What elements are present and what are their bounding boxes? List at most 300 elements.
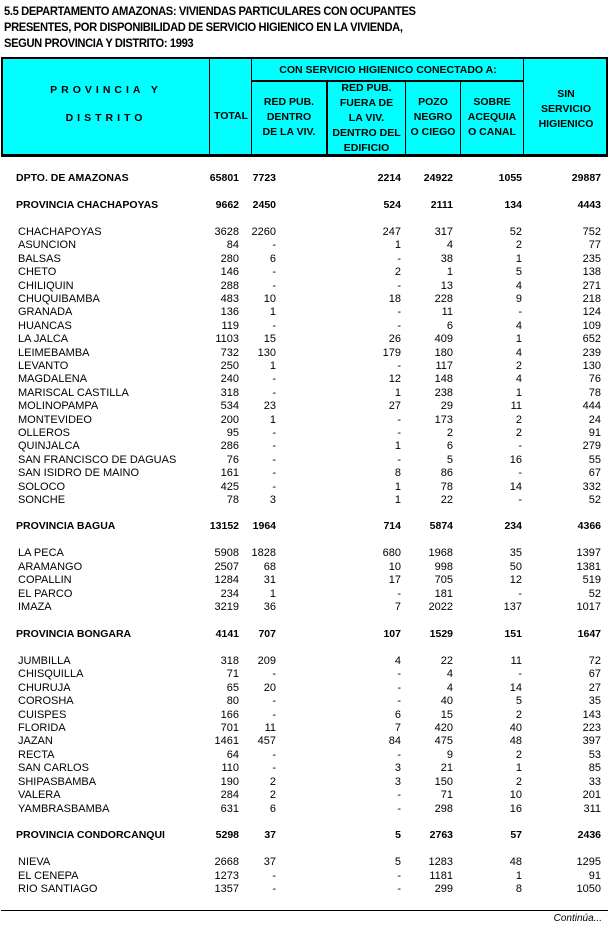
row-name: SAN ISIDRO DE MAINO — [18, 467, 140, 479]
cell-total: 9662 — [215, 199, 239, 211]
cell-total: 80 — [226, 695, 239, 707]
cell-rf: - — [397, 883, 401, 895]
cell-rd: 1 — [269, 306, 276, 318]
cell-sin: 332 — [582, 481, 601, 493]
cell-pozo: 24922 — [423, 172, 453, 184]
cell-total: 95 — [226, 427, 239, 439]
cell-sobre: 14 — [509, 481, 522, 493]
cell-rd: 15 — [263, 333, 276, 345]
table-row — [0, 655, 610, 668]
cell-rd: 20 — [263, 682, 276, 694]
cell-pozo: 5 — [446, 454, 453, 466]
cell-rd: 37 — [264, 829, 276, 841]
cell-sin: 67 — [588, 668, 601, 680]
row-name: COROSHA — [18, 695, 74, 707]
cell-sobre: 48 — [509, 856, 522, 868]
table-row — [0, 803, 610, 816]
cell-rd: 68 — [263, 561, 276, 573]
cell-pozo: 21 — [440, 762, 453, 774]
cell-rf: 8 — [394, 467, 401, 479]
cell-sobre: 8 — [515, 883, 522, 895]
cell-rf: 107 — [383, 628, 401, 640]
cell-pozo: 180 — [434, 347, 453, 359]
cell-total: 288 — [220, 280, 239, 292]
cell-rd: 1 — [269, 414, 276, 426]
title-line-2: PRESENTES, POR DISPONIBILIDAD DE SERVICIO HIGIENICO EN LA VIVIENDA, — [4, 20, 403, 34]
row-name: CHURUJA — [18, 682, 71, 694]
table-row-subtotal — [0, 199, 610, 212]
cell-rd: 1 — [269, 588, 276, 600]
cell-sobre: - — [518, 440, 522, 452]
cell-rd: - — [272, 883, 276, 895]
table-row — [0, 239, 610, 252]
cell-sobre: 2 — [515, 239, 522, 251]
cell-pozo: 181 — [434, 588, 453, 600]
table-row — [0, 253, 610, 266]
cell-pozo: 38 — [440, 253, 453, 265]
cell-sin: 124 — [582, 306, 601, 318]
cell-pozo: 705 — [434, 574, 453, 586]
row-name: VALERA — [18, 789, 61, 801]
row-name: MARISCAL CASTILLA — [18, 387, 129, 399]
cell-total: 280 — [220, 253, 239, 265]
table-row — [0, 762, 610, 775]
cell-rd: - — [272, 709, 276, 721]
cell-rd: 31 — [263, 574, 276, 586]
cell-sobre: 16 — [509, 803, 522, 815]
row-name: SAN FRANCISCO DE DAGUAS — [18, 454, 177, 466]
row-name: PROVINCIA CHACHAPOYAS — [16, 199, 159, 211]
table-row — [0, 454, 610, 467]
row-name: ASUNCION — [18, 239, 77, 251]
cell-pozo: 1968 — [428, 547, 453, 559]
table-row-subtotal — [0, 172, 610, 185]
cell-sin: 138 — [582, 266, 601, 278]
table-row — [0, 561, 610, 574]
cell-rf: 1 — [394, 239, 401, 251]
cell-sobre: 2 — [515, 414, 522, 426]
cell-sin: 24 — [588, 414, 601, 426]
cell-rf: - — [397, 320, 401, 332]
cell-sin: 444 — [582, 400, 601, 412]
cell-sobre: 1 — [515, 762, 522, 774]
cell-sin: 33 — [588, 776, 601, 788]
table-row — [0, 414, 610, 427]
cell-rd: - — [272, 668, 276, 680]
cell-rd: 11 — [264, 722, 276, 734]
cell-rd: - — [272, 481, 276, 493]
cell-sobre: 2 — [515, 427, 522, 439]
cell-sobre: 50 — [509, 561, 522, 573]
cell-pozo: 86 — [440, 467, 453, 479]
cell-rd: 23 — [263, 400, 276, 412]
cell-rf: - — [397, 668, 401, 680]
header-red-dentro: RED PUB. DENTRO DE LA VIV. — [262, 96, 316, 138]
cell-pozo: 409 — [434, 333, 453, 345]
cell-rf: 10 — [388, 561, 401, 573]
cell-pozo: 475 — [434, 735, 453, 747]
cell-sobre: 2 — [515, 776, 522, 788]
row-name: EL PARCO — [18, 588, 73, 600]
cell-pozo: 4 — [446, 682, 453, 694]
table-row — [0, 856, 610, 869]
cell-pozo: 1 — [446, 266, 453, 278]
table-row — [0, 588, 610, 601]
cell-rd: - — [272, 427, 276, 439]
cell-sobre: 5 — [515, 266, 522, 278]
cell-rf: - — [397, 454, 401, 466]
cell-sin: 91 — [588, 870, 601, 882]
cell-pozo: 4 — [446, 668, 453, 680]
table-row — [0, 870, 610, 883]
row-name: LEVANTO — [18, 360, 69, 372]
table-row — [0, 320, 610, 333]
cell-pozo: 29 — [440, 400, 453, 412]
cell-total: 5908 — [214, 547, 239, 559]
cell-sin: 52 — [588, 588, 601, 600]
row-name: CUISPES — [18, 709, 67, 721]
cell-total: 631 — [220, 803, 239, 815]
cell-rf: 1 — [394, 387, 401, 399]
cell-sin: 78 — [588, 387, 601, 399]
cell-rd: - — [272, 239, 276, 251]
cell-rd: 1964 — [252, 520, 276, 532]
cell-pozo: 150 — [434, 776, 453, 788]
table-row — [0, 709, 610, 722]
cell-pozo: 22 — [440, 494, 453, 506]
cell-sin: 35 — [588, 695, 601, 707]
cell-pozo: 22 — [440, 655, 453, 667]
cell-total: 161 — [220, 467, 239, 479]
cell-sobre: 48 — [509, 735, 522, 747]
table-row — [0, 427, 610, 440]
row-name: RIO SANTIAGO — [18, 883, 98, 895]
cell-sobre: - — [518, 467, 522, 479]
cell-sobre: 1 — [515, 253, 522, 265]
cell-rf: 18 — [388, 293, 401, 305]
cell-pozo: 1181 — [429, 870, 453, 882]
table-row — [0, 347, 610, 360]
row-name: JAZAN — [18, 735, 53, 747]
cell-sin: 53 — [588, 749, 601, 761]
row-name: PROVINCIA BONGARA — [16, 628, 132, 640]
cell-rf: - — [397, 414, 401, 426]
cell-rd: - — [272, 870, 276, 882]
cell-total: 119 — [221, 320, 239, 332]
cell-sin: 235 — [582, 253, 601, 265]
cell-rd: 2 — [269, 789, 276, 801]
header-red-fuera: RED PUB. FUERA DE LA VIV. DENTRO DEL EDIFICIO — [332, 82, 401, 154]
cell-pozo: 148 — [434, 373, 453, 385]
cell-rf: - — [397, 253, 401, 265]
header-pozo: POZO NEGRO O CIEGO — [410, 96, 456, 138]
row-name: LEIMEBAMBA — [18, 347, 90, 359]
cell-sin: 77 — [588, 239, 601, 251]
cell-pozo: 1283 — [428, 856, 453, 868]
cell-pozo: 998 — [434, 561, 453, 573]
cell-rd: 2260 — [251, 226, 276, 238]
row-name: PROVINCIA BAGUA — [16, 520, 116, 532]
cell-sobre: 5 — [515, 695, 522, 707]
cell-rf: - — [397, 803, 401, 815]
cell-sin: 1050 — [576, 883, 601, 895]
cell-rf: - — [397, 588, 401, 600]
cell-total: 65 — [226, 682, 239, 694]
cell-pozo: 2022 — [428, 601, 453, 613]
cell-pozo: 71 — [440, 789, 453, 801]
cell-rd: 6 — [269, 253, 276, 265]
cell-sin: 1647 — [577, 628, 601, 640]
cell-rd: - — [272, 373, 276, 385]
cell-sobre: 40 — [509, 722, 522, 734]
cell-sobre: 14 — [509, 682, 522, 694]
table-row — [0, 280, 610, 293]
row-name: HUANCAS — [18, 320, 72, 332]
cell-sin: 52 — [588, 494, 601, 506]
row-name: GRANADA — [18, 306, 73, 318]
table-row — [0, 749, 610, 762]
title-line-3: SEGUN PROVINCIA Y DISTRITO: 1993 — [4, 36, 194, 50]
cell-rf: - — [397, 695, 401, 707]
cell-total: 200 — [220, 414, 239, 426]
row-name: QUINJALCA — [18, 440, 80, 452]
cell-sobre: 1 — [515, 333, 522, 345]
cell-sobre: 4 — [515, 320, 522, 332]
table-row — [0, 722, 610, 735]
divider — [209, 59, 210, 154]
table-row — [0, 601, 610, 614]
cell-sin: 4366 — [577, 520, 601, 532]
cell-sobre: - — [518, 494, 522, 506]
table-row — [0, 789, 610, 802]
cell-rf: - — [397, 870, 401, 882]
cell-total: 3219 — [214, 601, 239, 613]
cell-pozo: 317 — [434, 226, 453, 238]
cell-total: 136 — [220, 306, 239, 318]
cell-total: 13152 — [209, 520, 239, 532]
header-total: TOTAL — [213, 110, 249, 122]
cell-pozo: 1529 — [429, 628, 453, 640]
cell-pozo: 228 — [434, 293, 453, 305]
cell-pozo: 117 — [435, 360, 453, 372]
cell-sobre: 1 — [515, 387, 522, 399]
cell-total: 234 — [220, 588, 239, 600]
cell-rd: - — [272, 280, 276, 292]
cell-sin: 27 — [588, 682, 601, 694]
cell-rf: 2214 — [377, 172, 401, 184]
cell-sobre: 2 — [515, 360, 522, 372]
cell-rd: 37 — [263, 856, 276, 868]
cell-rd: 457 — [257, 735, 276, 747]
cell-sobre: - — [518, 588, 522, 600]
cell-sin: 109 — [582, 320, 601, 332]
cell-sobre: 4 — [515, 280, 522, 292]
cell-total: 286 — [220, 440, 239, 452]
cell-sin: 519 — [582, 574, 601, 586]
cell-rf: 1 — [394, 481, 401, 493]
cell-sobre: 1 — [515, 870, 522, 882]
row-name: IMAZA — [18, 601, 52, 613]
cell-pozo: 9 — [446, 749, 453, 761]
cell-rd: 707 — [258, 628, 276, 640]
cell-sin: 1397 — [576, 547, 601, 559]
cell-sobre: 4 — [515, 373, 522, 385]
cell-total: 84 — [226, 239, 239, 251]
cell-sobre: 11 — [510, 655, 522, 667]
cell-total: 1357 — [214, 883, 239, 895]
table-row-subtotal — [0, 520, 610, 533]
cell-sin: 130 — [582, 360, 601, 372]
cell-rd: 130 — [257, 347, 276, 359]
cell-rf: - — [397, 749, 401, 761]
cell-rf: 179 — [382, 347, 401, 359]
row-name: RECTA — [18, 749, 55, 761]
cell-pozo: 298 — [434, 803, 453, 815]
table-row — [0, 387, 610, 400]
cell-rf: 4 — [394, 655, 401, 667]
cell-sin: 223 — [582, 722, 601, 734]
table-row — [0, 481, 610, 494]
cell-rd: - — [272, 695, 276, 707]
cell-pozo: 4 — [446, 239, 453, 251]
cell-rd: - — [272, 454, 276, 466]
cell-sin: 67 — [588, 467, 601, 479]
cell-rd: - — [272, 467, 276, 479]
cell-sobre: 11 — [510, 400, 522, 412]
table-row — [0, 668, 610, 681]
cell-total: 250 — [220, 360, 239, 372]
cell-rd: 36 — [263, 601, 276, 613]
cell-rd: 10 — [263, 293, 276, 305]
row-name: MOLINOPAMPA — [18, 400, 99, 412]
table-row — [0, 776, 610, 789]
cell-rf: 3 — [394, 776, 401, 788]
cell-total: 732 — [220, 347, 239, 359]
cell-sobre: 1055 — [498, 172, 522, 184]
cell-rf: 17 — [388, 574, 401, 586]
cell-total: 146 — [220, 266, 239, 278]
cell-total: 534 — [220, 400, 239, 412]
row-name: CHETO — [18, 266, 57, 278]
row-name: OLLEROS — [18, 427, 70, 439]
cell-sin: 4443 — [577, 199, 601, 211]
cell-rf: 5 — [395, 829, 401, 841]
row-name: MAGDALENA — [18, 373, 88, 385]
cell-sin: 652 — [582, 333, 601, 345]
cell-total: 5298 — [215, 829, 239, 841]
row-name: CHUQUIBAMBA — [18, 293, 100, 305]
row-name: SHIPASBAMBA — [18, 776, 97, 788]
cell-sobre: 16 — [509, 454, 522, 466]
header-provincia: PROVINCIA Y DISTRITO — [50, 84, 162, 124]
cell-rd: - — [272, 266, 276, 278]
table-row — [0, 306, 610, 319]
row-name: FLORIDA — [18, 722, 66, 734]
cell-total: 65801 — [209, 172, 239, 184]
cell-rf: 2 — [394, 266, 401, 278]
row-name: COPALLIN — [18, 574, 72, 586]
cell-rd: 2 — [269, 776, 276, 788]
row-name: MONTEVIDEO — [18, 414, 92, 426]
cell-pozo: 238 — [434, 387, 453, 399]
cell-sin: 1295 — [576, 856, 601, 868]
cell-sin: 397 — [582, 735, 601, 747]
table-row — [0, 682, 610, 695]
cell-total: 1461 — [214, 735, 239, 747]
table-row — [0, 266, 610, 279]
cell-sobre: 137 — [503, 601, 522, 613]
row-name: SAN CARLOS — [18, 762, 89, 774]
cell-pozo: 13 — [440, 280, 453, 292]
table-row — [0, 735, 610, 748]
header-group: CON SERVICIO HIGIENICO CONECTADO A: — [279, 64, 497, 76]
header-sobre: SOBRE ACEQUIA O CANAL — [467, 96, 517, 138]
cell-rd: 2450 — [252, 199, 276, 211]
cell-pozo: 2111 — [430, 199, 453, 211]
cell-sobre: 2 — [515, 749, 522, 761]
cell-rf: 1 — [394, 494, 401, 506]
cell-rd: 1828 — [251, 547, 276, 559]
cell-rd: - — [272, 440, 276, 452]
cell-sobre: 10 — [509, 789, 522, 801]
cell-total: 284 — [220, 789, 239, 801]
cell-rd: 7723 — [252, 172, 276, 184]
cell-rf: 12 — [388, 373, 401, 385]
row-name: LA JALCA — [18, 333, 69, 345]
cell-rf: - — [397, 280, 401, 292]
cell-rf: 84 — [388, 735, 401, 747]
cell-rf: 6 — [394, 709, 401, 721]
cell-total: 483 — [220, 293, 239, 305]
cell-rd: 3 — [269, 494, 276, 506]
cell-sin: 271 — [582, 280, 601, 292]
cell-pozo: 5874 — [429, 520, 453, 532]
cell-rd: - — [272, 320, 276, 332]
cell-pozo: 6 — [446, 440, 453, 452]
row-name: SONCHE — [18, 494, 66, 506]
row-name: JUMBILLA — [18, 655, 71, 667]
continua-note: Continúa... — [553, 913, 602, 924]
cell-pozo: 11 — [441, 306, 453, 318]
cell-total: 76 — [226, 454, 239, 466]
cell-rd: - — [272, 749, 276, 761]
cell-sin: 1017 — [576, 601, 601, 613]
cell-rf: - — [397, 427, 401, 439]
table-row — [0, 467, 610, 480]
cell-sin: 752 — [582, 226, 601, 238]
cell-total: 701 — [220, 722, 239, 734]
cell-pozo: 173 — [434, 414, 453, 426]
cell-rd: 6 — [269, 803, 276, 815]
row-name: DPTO. DE AMAZONAS — [16, 172, 129, 184]
row-name: YAMBRASBAMBA — [18, 803, 110, 815]
cell-rf: 7 — [394, 601, 401, 613]
cell-total: 1273 — [214, 870, 239, 882]
cell-sin: 239 — [582, 347, 601, 359]
cell-pozo: 78 — [440, 481, 453, 493]
table-row — [0, 494, 610, 507]
cell-rf: 7 — [394, 722, 401, 734]
cell-rf: 26 — [388, 333, 401, 345]
cell-rf: 524 — [383, 199, 401, 211]
cell-total: 190 — [220, 776, 239, 788]
cell-pozo: 40 — [440, 695, 453, 707]
table-bottom-rule — [1, 910, 608, 911]
cell-pozo: 299 — [434, 883, 453, 895]
table-row — [0, 574, 610, 587]
cell-sobre: - — [518, 668, 522, 680]
cell-pozo: 15 — [440, 709, 453, 721]
